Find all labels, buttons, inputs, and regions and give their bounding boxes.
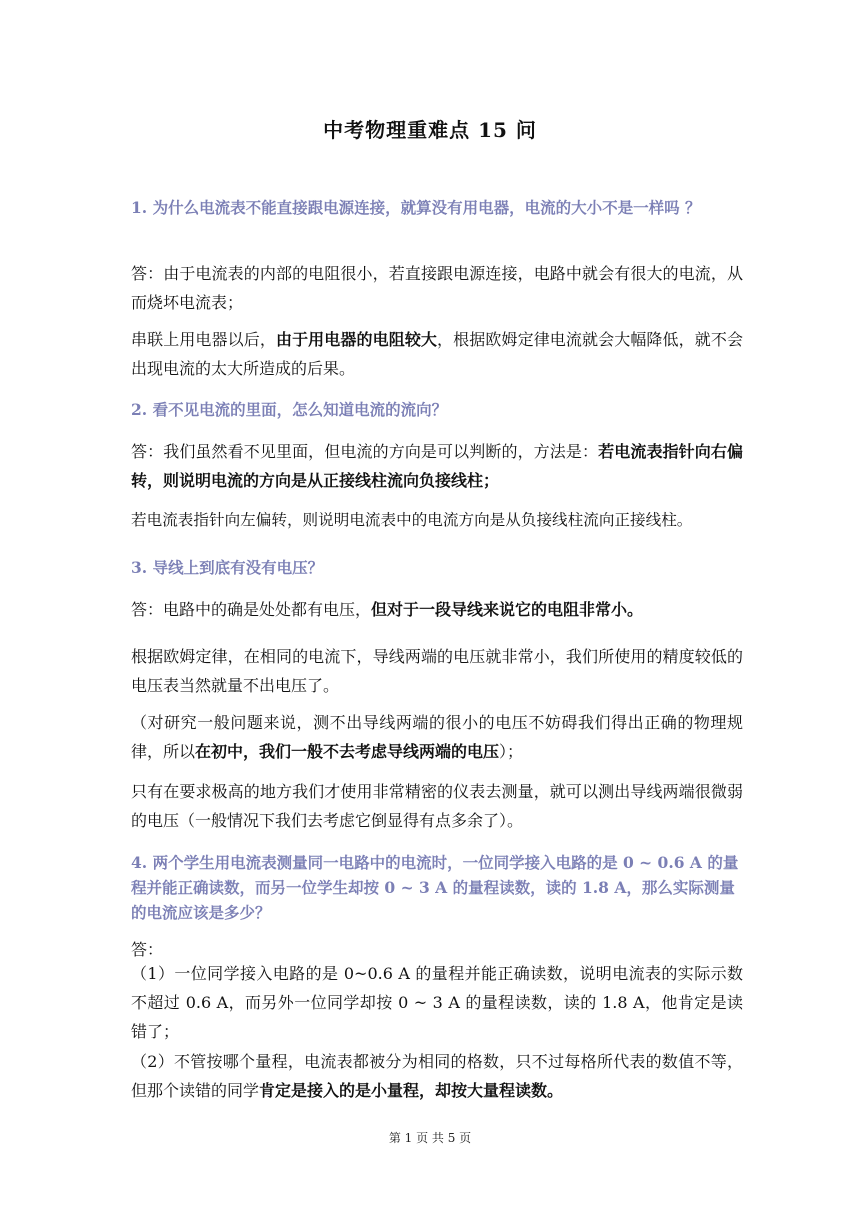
page-title: 中考物理重难点 15 问 [323, 118, 537, 142]
answer-3-para-4: 只有在要求极高的地方我们才使用非常精密的仪表去测量，就可以测出导线两端很微弱的电压（一般情况下我们去考虑它倒显得有点多余了）。 [131, 782, 743, 830]
emphasis: 在初中，我们一般不去考虑导线两端的电压 [195, 742, 500, 761]
question-2: 2. 看不见电流的里面，怎么知道电流的流向？ [131, 400, 448, 419]
answer-4-para-1: （1）一位同学接入电路的是 0~0.6 A 的量程并能正确读数，说明电流表的实际示数不超过 0.6 A，而另外一位同学却按 0 ~ 3 A 的量程读数，读的 1.8 A，他肯定是读错了； [131, 964, 743, 1041]
answer-2-para-2: 若电流表指针向左偏转，则说明电流表中的电流方向是从负接线柱流向正接线柱。 [131, 511, 693, 529]
emphasis: 但对于一段导线来说它的电阻非常小。 [371, 600, 644, 619]
answer-2-para-1: 答：我们虽然看不见里面，但电流的方向是可以判断的，方法是：若电流表指针向右偏转，则说明电流的方向是从正接线柱流向负接线柱； [131, 442, 743, 490]
answer-3-para-2: 根据欧姆定律，在相同的电流下，导线两端的电压就非常小，我们所使用的精度较低的电压表当然就量不出电压了。 [131, 647, 743, 695]
answer-4-label: 答： [131, 940, 164, 959]
emphasis: 由于用电器的电阻较大 [275, 330, 438, 349]
emphasis: 肯定是接入的是小量程，却按大量程读数。 [259, 1081, 564, 1100]
page-number: 第 1 页 共 5 页 [388, 1131, 472, 1145]
answer-3-para-3: （对研究一般问题来说，测不出导线两端的很小的电压不妨碍我们得出正确的物理规律，所以在初中，我们一般不去考虑导线两端的电压）； [131, 713, 743, 761]
question-3: 3. 导线上到底有没有电压？ [131, 558, 324, 577]
answer-1-para-1: 答：由于电流表的内部的电阻很小，若直接跟电源连接，电路中就会有很大的电流，从而烧坏电流表； [131, 264, 743, 312]
question-4: 4. 两个学生用电流表测量同一电路中的电流时，一位同学接入电路的是 0 ~ 0.6 A 的量程并能正确读数，而另一位学生却按 0 ~ 3 A 的量程读数，读的 1.8 A，那么实际测量的电流应该是多少？ [131, 853, 739, 922]
emphasis: 若电流表指针向右偏转，则说明电流的方向是从正接线柱流向负接线柱； [131, 442, 743, 490]
answer-1-para-2: 串联上用电器以后，由于用电器的电阻较大，根据欧姆定律电流就会大幅降低，就不会出现电流的太大所造成的后果。 [131, 330, 743, 378]
question-1: 1. 为什么电流表不能直接跟电源连接，就算没有用电器，电流的大小不是一样吗 ？ [131, 198, 701, 217]
answer-3-para-1: 答：电路中的确是处处都有电压，但对于一段导线来说它的电阻非常小。 [131, 600, 644, 619]
answer-4-para-2: （2）不管按哪个量程，电流表都被分为相同的格数，只不过每格所代表的数值不等，但那个读错的同学肯定是接入的是小量程，却按大量程读数。 [131, 1052, 743, 1100]
